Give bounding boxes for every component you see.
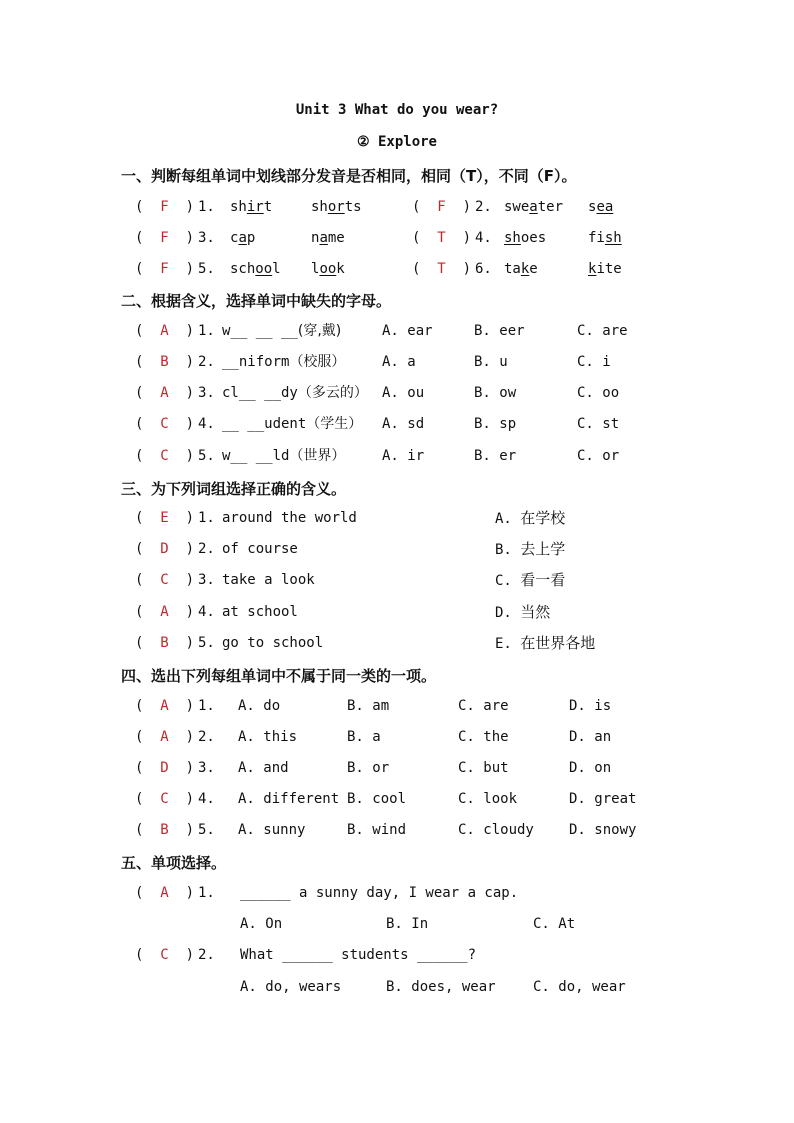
answer-bracket: ( C ) <box>135 448 195 464</box>
answer-bracket: ( A ) <box>135 323 195 339</box>
answer-bracket: ( D ) <box>135 541 195 557</box>
answer: A <box>160 885 169 901</box>
answer: T <box>437 261 446 277</box>
item-number: 5. <box>198 448 215 464</box>
word-1: shoes <box>504 230 547 246</box>
option-d: D. snowy <box>569 822 637 838</box>
option-a: A. a <box>382 354 416 370</box>
answer-bracket: ( T ) <box>412 261 472 277</box>
answer-bracket: ( E ) <box>135 510 195 526</box>
item-number: 2. <box>198 354 215 370</box>
answer: B <box>160 354 169 370</box>
section3-heading: 三、为下列词组选择正确的含义。 <box>121 480 347 498</box>
answer: C <box>160 448 169 464</box>
answer-bracket: ( C ) <box>135 572 195 588</box>
item-number: 5. <box>198 635 215 651</box>
option-c: C. or <box>577 448 620 464</box>
option-c: C. the <box>458 729 509 745</box>
option-b: B. In <box>386 916 429 932</box>
option-b: B. or <box>347 760 390 776</box>
option-b: B. wind <box>347 822 407 838</box>
answer-bracket: ( F ) <box>412 199 472 215</box>
answer-bracket: ( A ) <box>135 385 195 401</box>
option-a: A. different <box>238 791 340 807</box>
phrase: go to school <box>222 635 324 651</box>
answer-bracket: ( B ) <box>135 354 195 370</box>
item-number: 1. <box>198 323 215 339</box>
option-c: C. oo <box>577 385 620 401</box>
answer-bracket: ( B ) <box>135 635 195 651</box>
option-a: A. do <box>238 698 281 714</box>
item-number: 2. <box>475 199 492 215</box>
answer-bracket: ( F ) <box>135 230 195 246</box>
option-b: B. am <box>347 698 390 714</box>
item-number: 5. <box>198 261 215 277</box>
answer: F <box>437 199 446 215</box>
answer-bracket: ( A ) <box>135 604 195 620</box>
item-number: 4. <box>198 791 215 807</box>
answer-bracket: ( A ) <box>135 729 195 745</box>
blank-word: __ __udent（学生） <box>222 416 363 432</box>
answer: F <box>160 199 169 215</box>
meaning-option: A. 在学校 <box>495 509 566 527</box>
word-1: school <box>230 261 281 277</box>
phrase: take a look <box>222 572 315 588</box>
section4-heading: 四、选出下列每组单词中不属于同一类的一项。 <box>121 667 437 685</box>
answer: F <box>160 230 169 246</box>
option-b: B. sp <box>474 416 517 432</box>
option-d: D. an <box>569 729 612 745</box>
phrase: of course <box>222 541 298 557</box>
item-number: 1. <box>198 199 215 215</box>
option-c: C. do, wear <box>533 979 626 995</box>
answer: A <box>160 385 169 401</box>
question-text: What ______ students ______? <box>240 947 477 963</box>
answer: B <box>160 822 169 838</box>
item-number: 3. <box>198 385 215 401</box>
word-2: kite <box>588 261 622 277</box>
option-b: B. ow <box>474 385 517 401</box>
answer: A <box>160 604 169 620</box>
option-c: C. are <box>577 323 628 339</box>
item-number: 5. <box>198 822 215 838</box>
question-text: ______ a sunny day, I wear a cap. <box>240 885 519 901</box>
option-a: A. sd <box>382 416 425 432</box>
option-c: C. cloudy <box>458 822 534 838</box>
answer: D <box>160 541 169 557</box>
answer: A <box>160 729 169 745</box>
item-number: 3. <box>198 230 215 246</box>
answer: C <box>160 947 169 963</box>
option-d: D. great <box>569 791 637 807</box>
answer: C <box>160 791 169 807</box>
phrase: at school <box>222 604 298 620</box>
option-a: A. and <box>238 760 289 776</box>
item-number: 3. <box>198 760 215 776</box>
phrase: around the world <box>222 510 357 526</box>
answer: A <box>160 323 169 339</box>
option-b: B. cool <box>347 791 407 807</box>
item-number: 1. <box>198 698 215 714</box>
option-b: B. er <box>474 448 517 464</box>
item-number: 1. <box>198 885 215 901</box>
option-c: C. At <box>533 916 576 932</box>
item-number: 4. <box>198 416 215 432</box>
section2-heading: 二、根据含义，选择单词中缺失的字母。 <box>121 292 392 310</box>
word-1: cap <box>230 230 256 246</box>
answer: A <box>160 698 169 714</box>
option-c: C. are <box>458 698 509 714</box>
blank-word: w__ __ __(穿,戴) <box>222 323 342 339</box>
option-a: A. this <box>238 729 298 745</box>
option-d: D. on <box>569 760 612 776</box>
option-a: A. sunny <box>238 822 306 838</box>
answer-bracket: ( C ) <box>135 416 195 432</box>
word-2: name <box>311 230 345 246</box>
answer-bracket: ( B ) <box>135 822 195 838</box>
item-number: 2. <box>198 947 215 963</box>
blank-word: __niform（校服） <box>222 354 346 370</box>
word-1: take <box>504 261 538 277</box>
option-c: C. look <box>458 791 518 807</box>
item-number: 4. <box>198 604 215 620</box>
option-a: A. On <box>240 916 283 932</box>
word-2: fish <box>588 230 622 246</box>
item-number: 6. <box>475 261 492 277</box>
answer-bracket: ( D ) <box>135 760 195 776</box>
word-1: sweater <box>504 199 564 215</box>
option-a: A. ou <box>382 385 425 401</box>
option-d: D. is <box>569 698 612 714</box>
answer: F <box>160 261 169 277</box>
item-number: 2. <box>198 729 215 745</box>
word-1: shirt <box>230 199 273 215</box>
item-number: 3. <box>198 572 215 588</box>
blank-word: w__ __ld（世界） <box>222 448 346 464</box>
meaning-option: C. 看一看 <box>495 571 566 589</box>
item-number: 1. <box>198 510 215 526</box>
answer-bracket: ( T ) <box>412 230 472 246</box>
option-b: B. u <box>474 354 508 370</box>
option-a: A. ear <box>382 323 433 339</box>
worksheet-subtitle: ② Explore <box>357 134 437 150</box>
item-number: 2. <box>198 541 215 557</box>
answer: D <box>160 760 169 776</box>
option-b: B. eer <box>474 323 525 339</box>
option-b: B. a <box>347 729 381 745</box>
worksheet-title: Unit 3 What do you wear? <box>295 102 499 118</box>
word-2: sea <box>588 199 614 215</box>
meaning-option: B. 去上学 <box>495 540 566 558</box>
answer-bracket: ( F ) <box>135 199 195 215</box>
option-a: A. do, wears <box>240 979 342 995</box>
word-2: shorts <box>311 199 362 215</box>
option-c: C. but <box>458 760 509 776</box>
answer-bracket: ( A ) <box>135 885 195 901</box>
meaning-option: E. 在世界各地 <box>495 634 596 652</box>
answer: C <box>160 416 169 432</box>
blank-word: cl__ __dy（多云的） <box>222 385 368 401</box>
answer-bracket: ( C ) <box>135 791 195 807</box>
option-c: C. i <box>577 354 611 370</box>
option-b: B. does, wear <box>386 979 496 995</box>
option-a: A. ir <box>382 448 425 464</box>
answer: T <box>437 230 446 246</box>
section5-heading: 五、单项选择。 <box>121 854 227 872</box>
word-2: look <box>311 261 345 277</box>
item-number: 4. <box>475 230 492 246</box>
answer: C <box>160 572 169 588</box>
answer: B <box>160 635 169 651</box>
option-c: C. st <box>577 416 620 432</box>
answer: E <box>160 510 169 526</box>
answer-bracket: ( F ) <box>135 261 195 277</box>
meaning-option: D. 当然 <box>495 603 551 621</box>
answer-bracket: ( C ) <box>135 947 195 963</box>
answer-bracket: ( A ) <box>135 698 195 714</box>
section1-heading: 一、判断每组单词中划线部分发音是否相同，相同（T），不同（F）。 <box>121 167 577 185</box>
